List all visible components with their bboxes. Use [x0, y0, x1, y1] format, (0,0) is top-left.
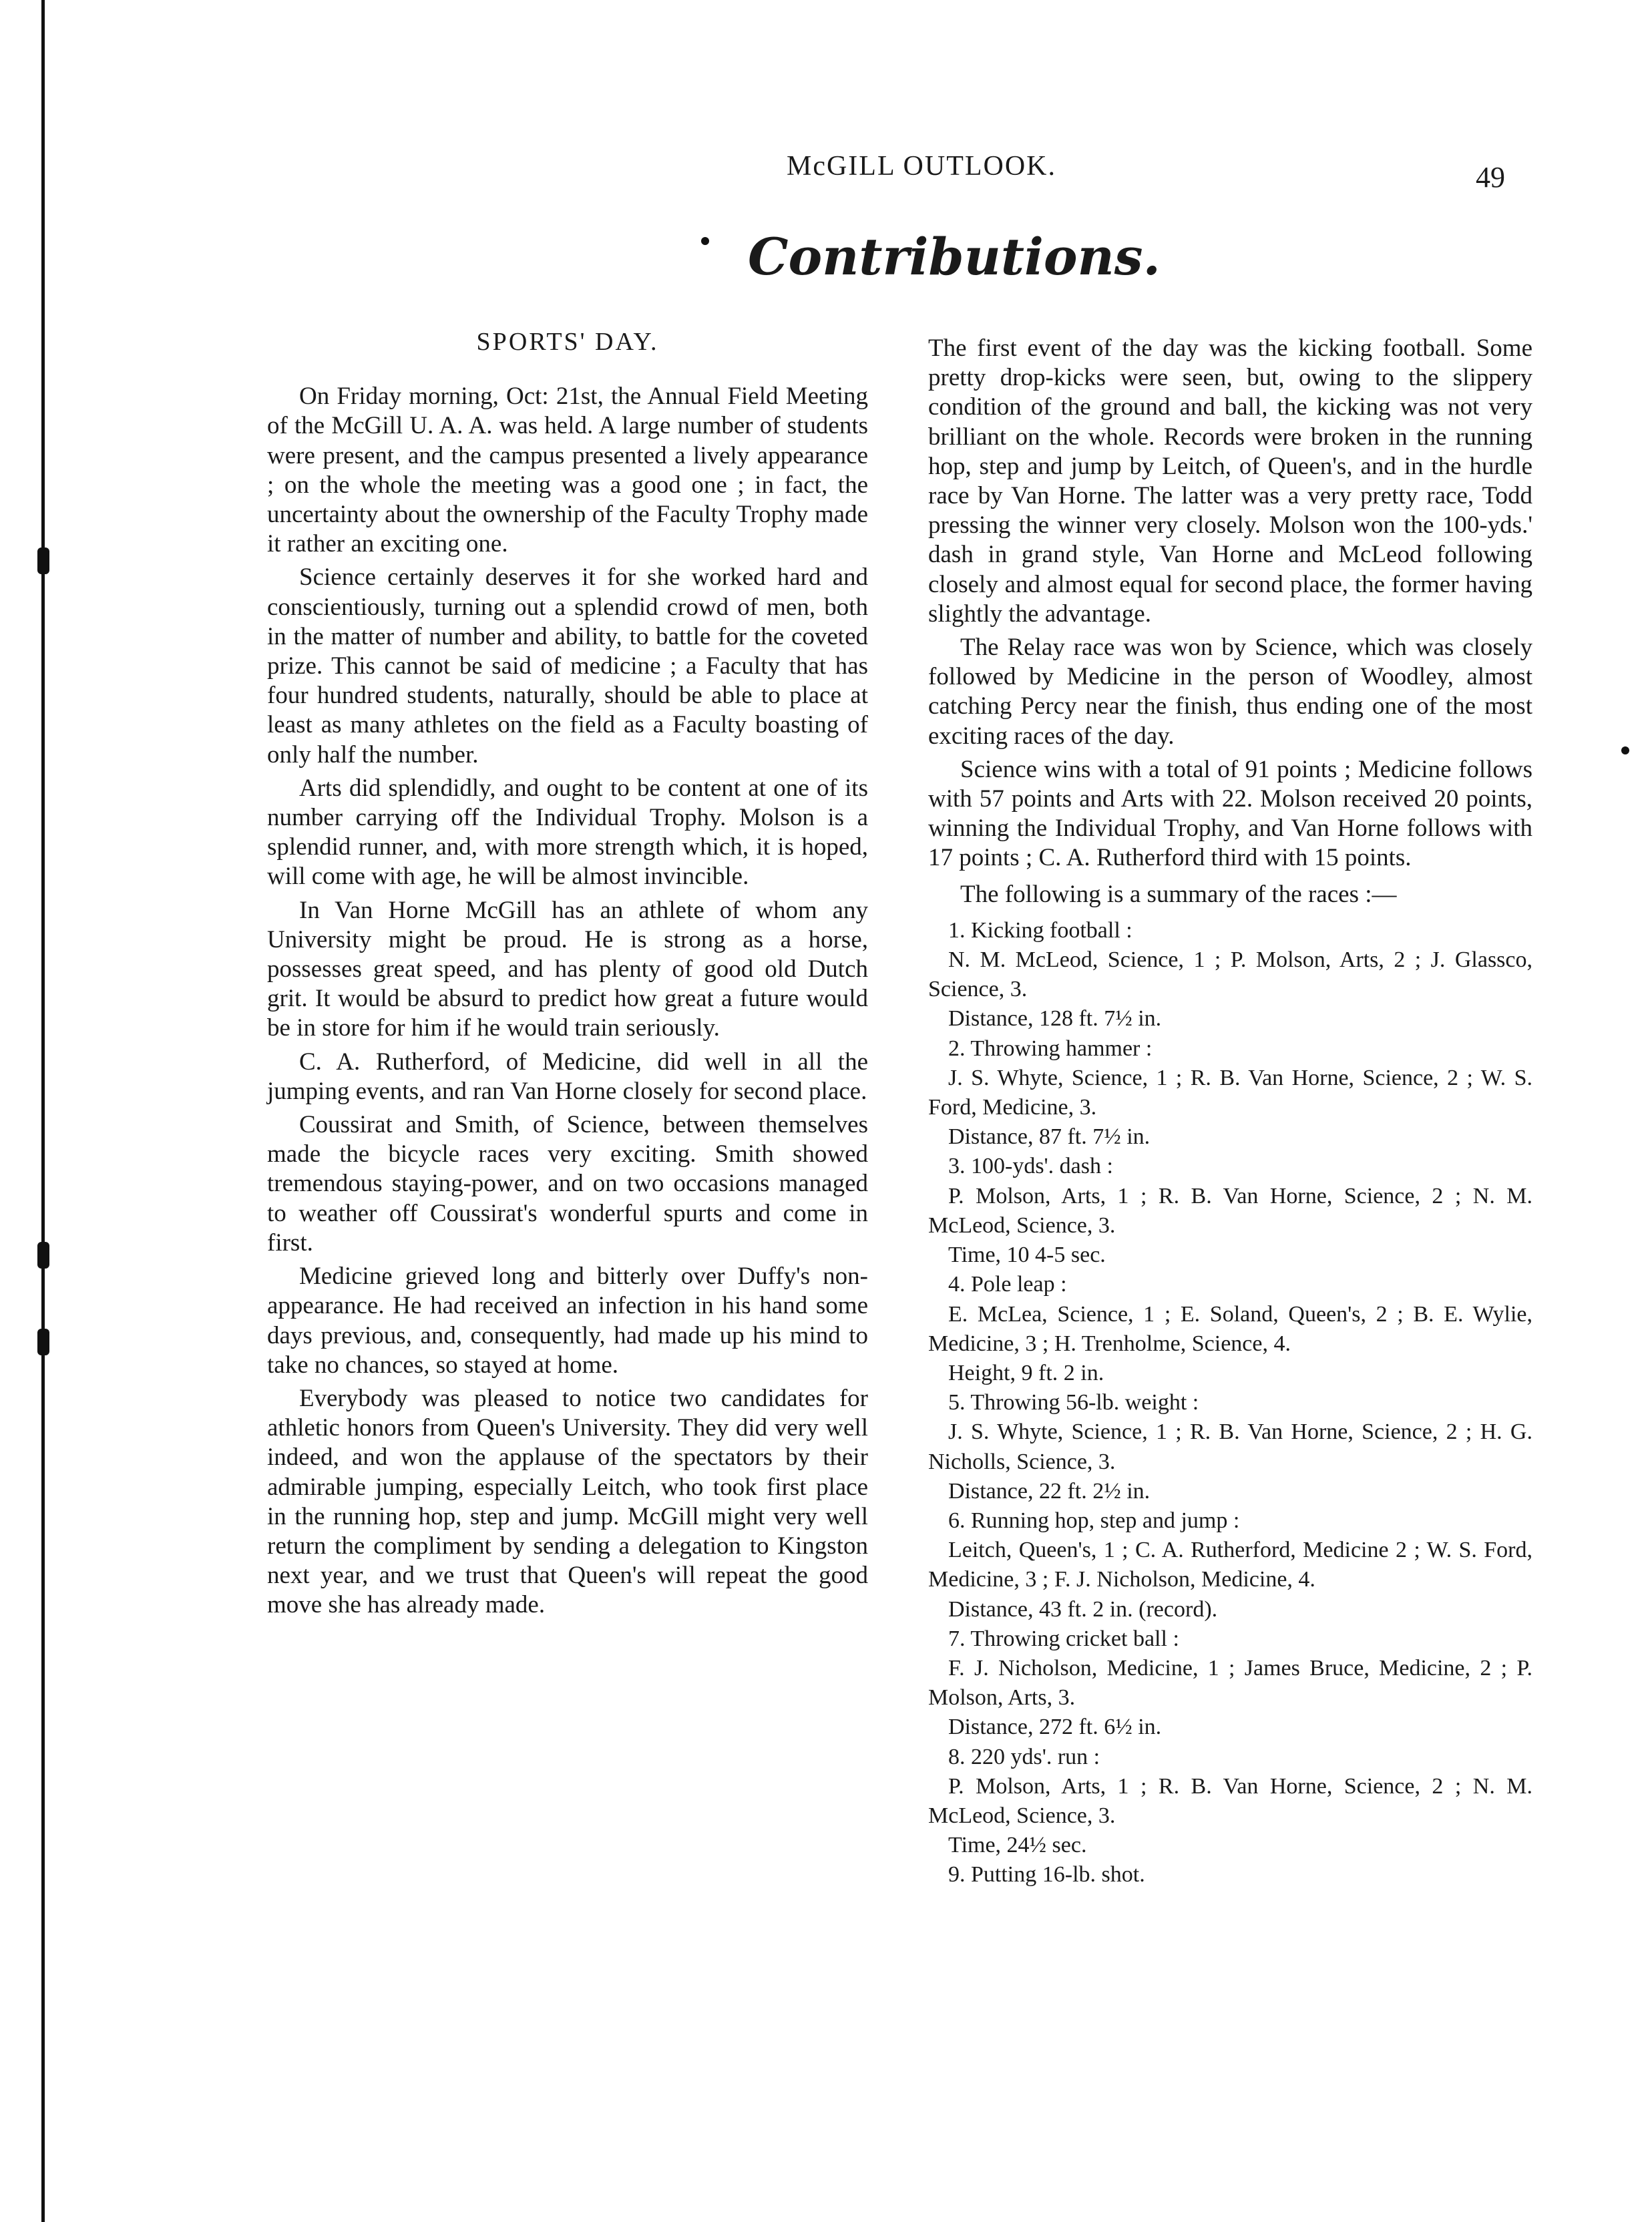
page-number: 49 — [1476, 161, 1505, 194]
paragraph: Science wins with a total of 91 points ; Medicine follows with 57 points and Arts with 22. Molson received 20 points, winning the Individual Trophy, and Van Horne follows with 17 points ; C. A. Rutherford third with 15 points. — [928, 755, 1532, 872]
race-results: Leitch, Queen's, 1 ; C. A. Rutherford, Medicine 2 ; W. S. Ford, Medicine, 3 ; F. J. Nicholson, Medicine, 4. — [928, 1538, 1532, 1592]
race-entry — [928, 916, 1532, 1034]
race-record: Time, 24½ sec. — [948, 1833, 1087, 1858]
race-record: Height, 9 ft. 2 in. — [948, 1360, 1104, 1385]
race-entry — [928, 1152, 1532, 1270]
race-event: 2. Throwing hammer : — [948, 1036, 1153, 1061]
paragraph: On Friday morning, Oct: 21st, the Annual Field Meeting of the McGill U. A. A. was held. A large number of students were present, and the campus presented a lively appearance ; on the whole the meeting was a good one ; in fact, the uncertainty about the ownership of the Faculty Trophy made it rather an exciting one. — [267, 383, 868, 558]
section-title: Contributions. — [748, 227, 1161, 286]
paragraph: Medicine grieved long and bitterly over Duffy's non-appearance. He had received an infection in his hand some days previous, and, consequently, had made up his mind to take no chances, so stayed at home. — [267, 1263, 868, 1379]
binding-mark — [37, 1242, 49, 1269]
race-event: 7. Throwing cricket ball : — [948, 1626, 1179, 1651]
ink-speck — [1621, 746, 1629, 754]
paragraph: The first event of the day was the kicking football. Some pretty drop-kicks were seen, but, owing to the slippery condition of the ground and ball, the kicking was not very brilliant on the whole. Records were broken in the running hop, step and jump by Leitch, of Queen's, and in the hurdle race by Van Horne. The latter was a very pretty race, Todd pressing the winner very closely. Molson won the 100-yds.' dash in grand style, Van Horne and McLeod following closely and almost equal for second place, the former having slightly the advantage. — [928, 335, 1532, 628]
binding-mark — [37, 1329, 49, 1355]
paragraph: Everybody was pleased to notice two candidates for athletic honors from Queen's University. They did very well indeed, and won the applause of the spectators by their admirable jumping, especially Leitch, who took first place in the running hop, step and jump. McGill might very well return the compliment by sending a delegation to Kingston next year, and we trust that Queen's will repeat the good move she has already made. — [267, 1384, 868, 1619]
race-results: F. J. Nicholson, Medicine, 1 ; James Bruce, Medicine, 2 ; P. Molson, Arts, 3. — [928, 1655, 1532, 1711]
race-record: Time, 10 4-5 sec. — [948, 1243, 1106, 1268]
race-entry — [928, 1034, 1532, 1152]
paragraph: Science certainly deserves it for she worked hard and conscientiously, turning out a splendid crowd of men, both in the matter of number and ability, to battle for the coveted prize. This cannot be said of medicine ; a Faculty that has four hundred students, naturally, should be able to place at least as many athletes on the field as a Faculty boasting of only half the number. — [267, 564, 868, 768]
race-entry — [928, 1860, 1532, 1890]
race-record: Distance, 87 ft. 7½ in. — [948, 1124, 1151, 1150]
binding-edge — [41, 0, 45, 2222]
right-column — [928, 334, 1532, 1890]
race-results: J. S. Whyte, Science, 1 ; R. B. Van Horne, Science, 2 ; H. G. Nicholls, Science, 3. — [928, 1419, 1532, 1474]
race-results: P. Molson, Arts, 1 ; R. B. Van Horne, Science, 2 ; N. M. McLeod, Science, 3. — [928, 1773, 1532, 1828]
left-column — [267, 327, 868, 1620]
paragraph: Coussirat and Smith, of Science, between themselves made the bicycle races very exciting. Smith showed tremendous staying-power, and on two occasions managed to weather off Coussirat's wonderful spurts and come in first. — [267, 1111, 868, 1257]
race-results: J. S. Whyte, Science, 1 ; R. B. Van Horne, Science, 2 ; W. S. Ford, Medicine, 3. — [928, 1065, 1532, 1120]
race-event: 6. Running hop, step and jump : — [948, 1508, 1240, 1533]
running-head: McGILL OUTLOOK. — [786, 151, 1057, 182]
race-record: Distance, 272 ft. 6½ in. — [948, 1715, 1162, 1740]
paragraph: Arts did splendidly, and ought to be content at one of its number carrying off the Individual Trophy. Molson is a splendid runner, and, with more strength which, it is hoped, will come with age, he will be almost invincible. — [267, 774, 868, 891]
summary-intro: The following is a summary of the races :— — [960, 880, 1397, 908]
race-entry — [928, 1624, 1532, 1743]
race-summary — [928, 916, 1532, 1890]
race-entry — [928, 1743, 1532, 1861]
race-record: Distance, 43 ft. 2 in. (record). — [948, 1596, 1218, 1622]
paragraph: C. A. Rutherford, of Medicine, did well in all the jumping events, and ran Van Horne closely for second place. — [267, 1048, 868, 1105]
race-event: 1. Kicking football : — [948, 917, 1132, 943]
race-results: P. Molson, Arts, 1 ; R. B. Van Horne, Science, 2 ; N. M. McLeod, Science, 3. — [928, 1183, 1532, 1238]
race-results: E. McLea, Science, 1 ; E. Soland, Queen's, 2 ; B. E. Wylie, Medicine, 3 ; H. Trenholme, Science, 4. — [928, 1301, 1532, 1356]
article-title: SPORTS' DAY. — [476, 328, 659, 356]
race-record: Distance, 22 ft. 2½ in. — [948, 1478, 1151, 1504]
race-event: 5. Throwing 56-lb. weight : — [948, 1390, 1199, 1415]
race-results: N. M. McLeod, Science, 1 ; P. Molson, Arts, 2 ; J. Glassco, Science, 3. — [928, 947, 1532, 1002]
paragraph: The Relay race was won by Science, which was closely followed by Medicine in the person of Woodley, almost catching Percy near the finish, thus ending one of the most exciting races of the day. — [928, 634, 1532, 750]
race-event: 8. 220 yds'. run : — [948, 1744, 1100, 1769]
ink-speck — [701, 237, 709, 245]
race-event: 9. Putting 16-lb. shot. — [948, 1862, 1145, 1887]
race-event: 3. 100-yds'. dash : — [948, 1154, 1113, 1179]
race-record: Distance, 128 ft. 7½ in. — [948, 1006, 1162, 1032]
race-entry — [928, 1506, 1532, 1624]
paragraph: In Van Horne McGill has an athlete of whom any University might be proud. He is strong as a horse, possesses great speed, and has plenty of good old Dutch grit. It would be absurd to predict how great a future would be in store for him if he would train seriously. — [267, 896, 868, 1042]
race-entry — [928, 1270, 1532, 1388]
race-entry — [928, 1388, 1532, 1506]
binding-mark — [37, 547, 49, 574]
race-event: 4. Pole leap : — [948, 1272, 1067, 1297]
